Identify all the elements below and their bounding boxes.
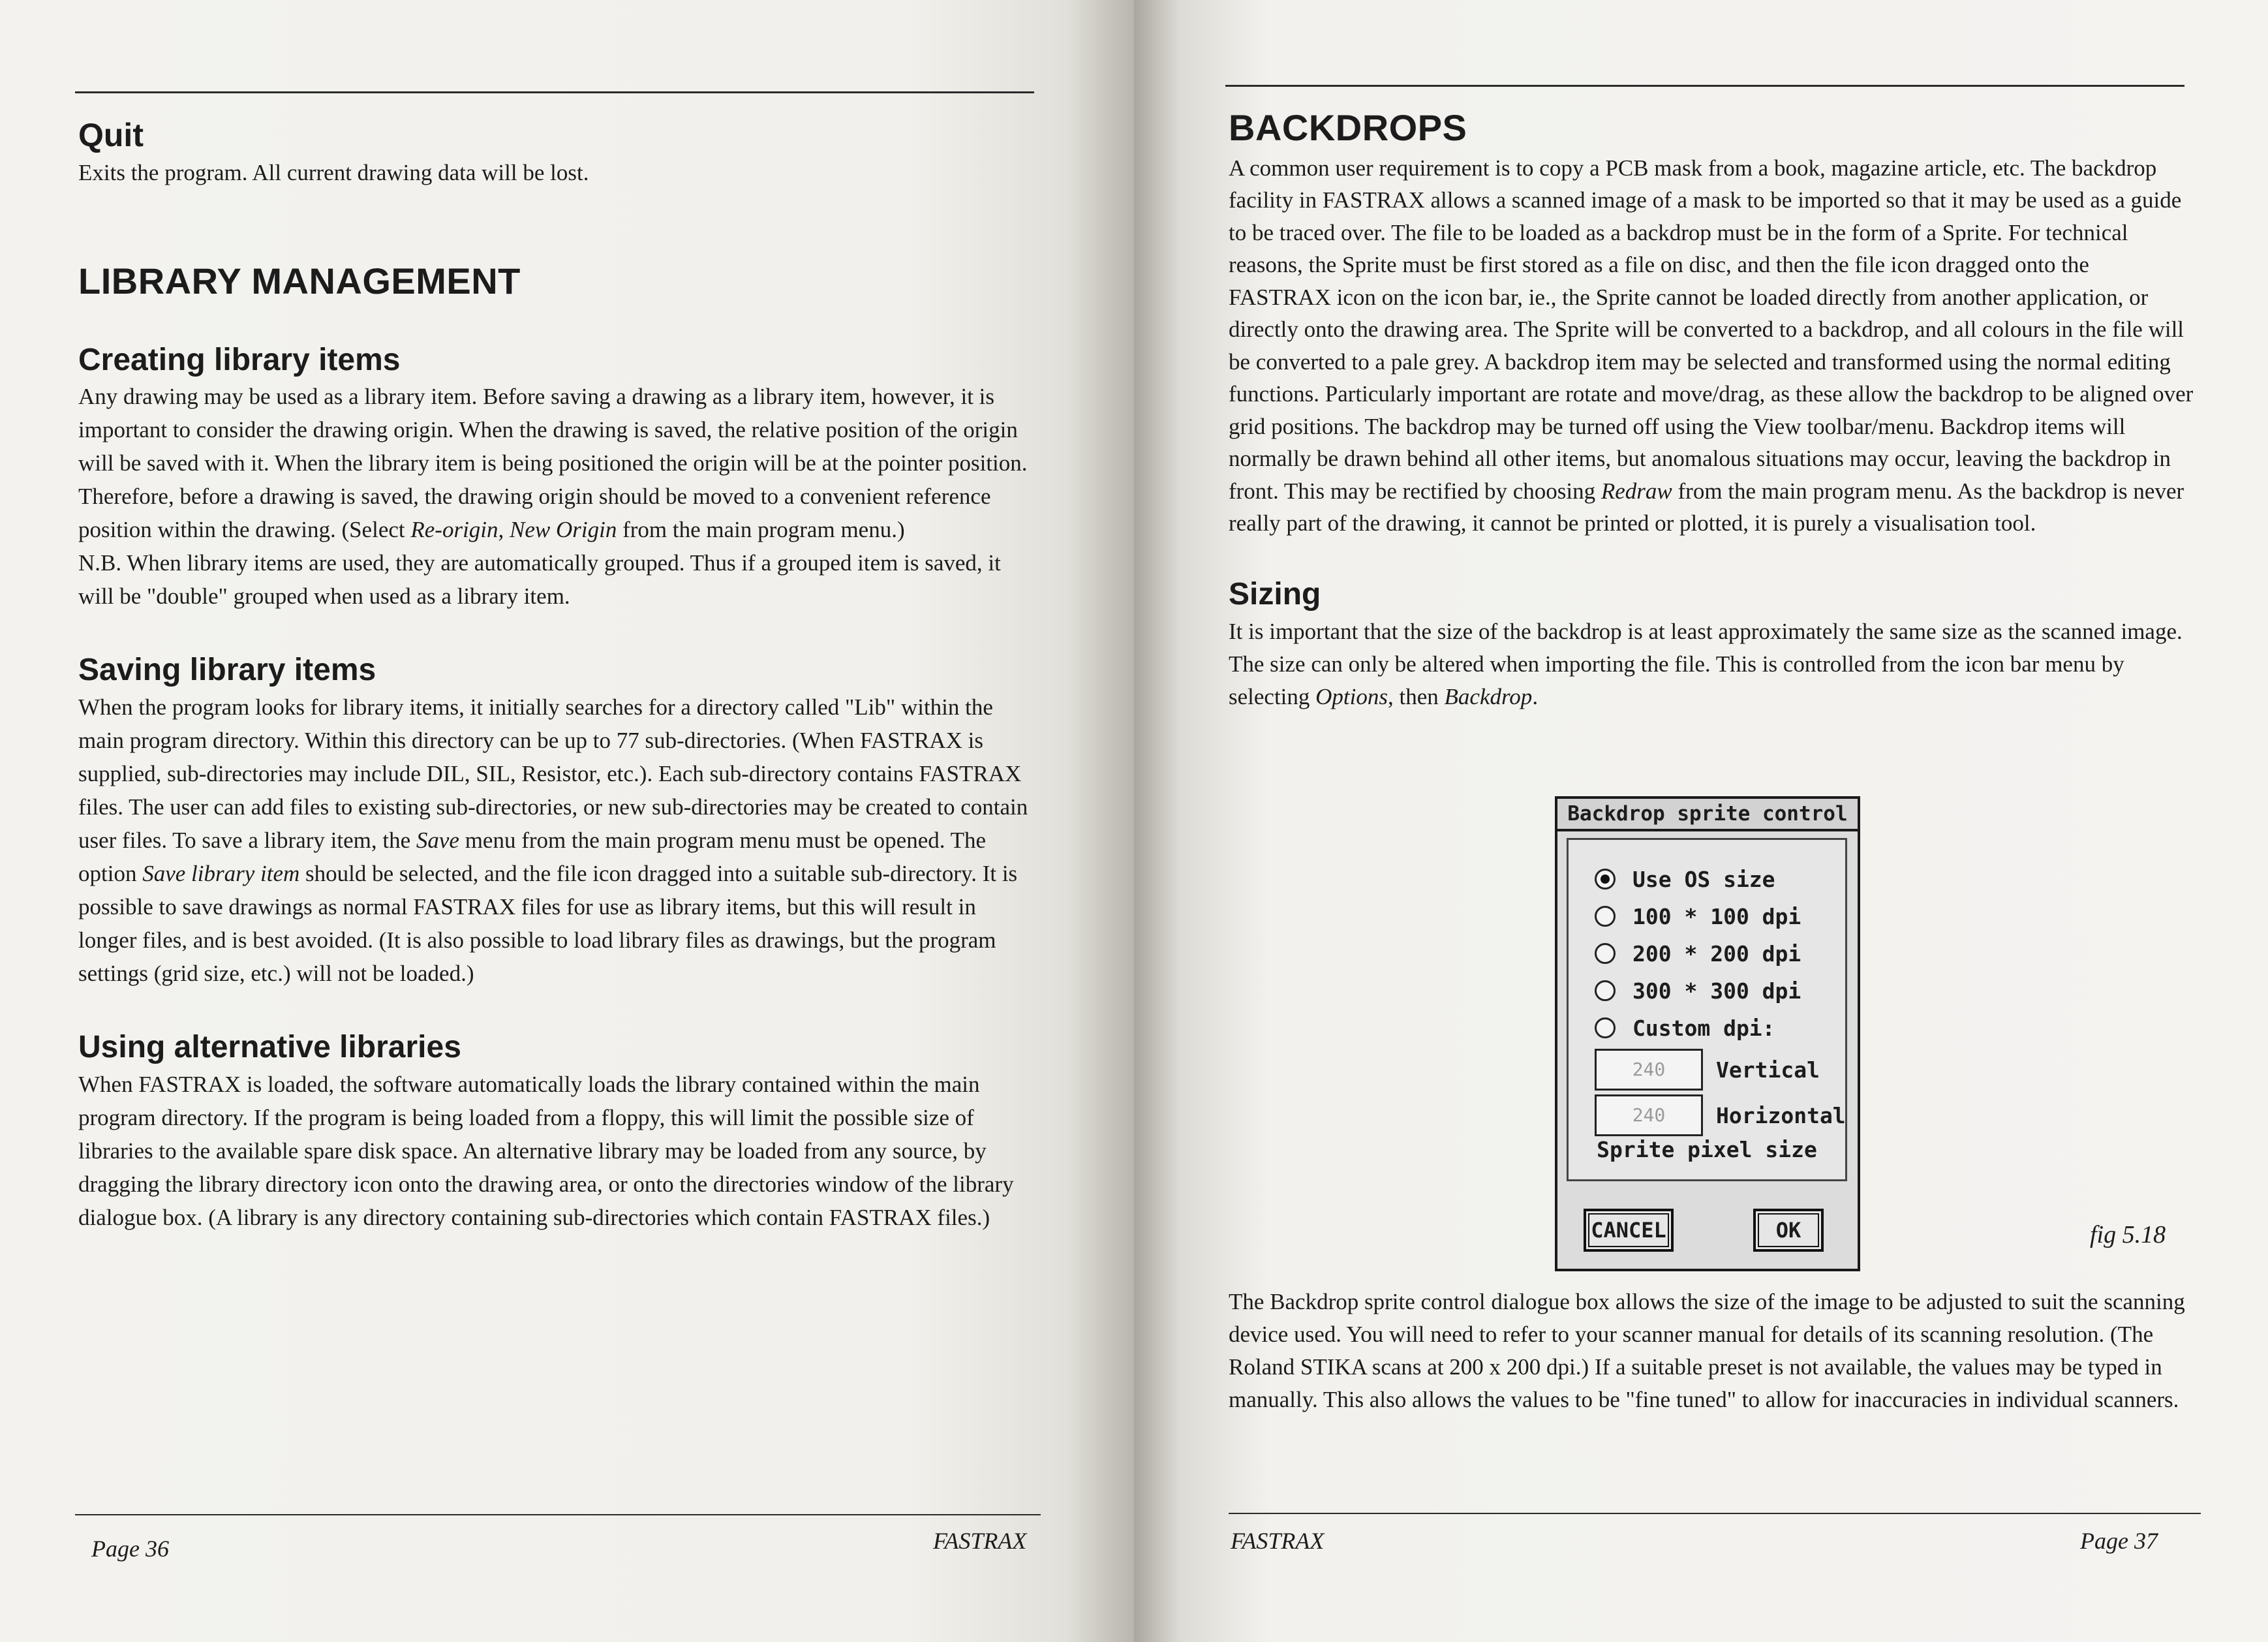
radio-icon	[1595, 1017, 1616, 1038]
backdrops-heading: BACKDROPS	[1229, 107, 1467, 148]
radio-icon	[1595, 980, 1616, 1001]
horizontal-row	[1595, 1094, 1846, 1136]
creating-library-items-heading: Creating library items	[78, 342, 401, 377]
saving-library-items-text: When the program looks for library items, it initially searches for a directory called "Lib" within the main program directory. Within this directory can be up to 77 sub-directories. (When FASTRAX is supplied, sub-directories may include DIL, SIL, Resistor, etc.). Each sub-directory contains FASTRAX files. The user can add files to existing sub-directories, or new sub-directories may be created to contain user files. To save a library item, the Save menu from the main program menu must be opened. The option Save library item should be selected, and the file icon dragged into a suitable sub-directory. It is possible to save drawings as normal FASTRAX files for use as library items, but this will result in longer files, and is best avoided. (It is also possible to load library files as drawings, but the program settings (grid size, etc.) will not be loaded.)	[78, 694, 1028, 987]
vertical-row	[1595, 1049, 1820, 1091]
top-rule	[1225, 85, 2184, 87]
left-content	[78, 117, 1037, 1234]
alternative-libraries-text: When FASTRAX is loaded, the software automatically loads the library contained within the main program directory. If the program is being loaded from a floppy, this will limit the possible size of libraries to the available spare disk space. An alternative library may be loaded from any source, by dragging the library directory icon onto the drawing area, or onto the directories window of the library dialogue box. (A library is any directory containing sub-directories which contain FASTRAX files.)	[78, 1071, 1014, 1230]
horizontal-dpi-field[interactable]: 240	[1595, 1094, 1703, 1136]
bottom-rule	[1229, 1513, 2201, 1514]
quit-text: Exits the program. All current drawing data will be lost.	[78, 160, 589, 185]
product-name: FASTRAX	[1231, 1528, 1325, 1554]
radio-icon	[1595, 943, 1616, 964]
quit-heading: Quit	[78, 117, 144, 153]
sizing-heading: Sizing	[1229, 576, 1321, 612]
top-rule	[75, 91, 1034, 93]
option-200-dpi[interactable]: 200 * 200 dpi	[1595, 937, 1801, 970]
horizontal-label: Horizontal	[1716, 1102, 1846, 1128]
alternative-libraries-heading: Using alternative libraries	[78, 1030, 461, 1065]
sprite-pixel-size-caption: Sprite pixel size	[1597, 1137, 1817, 1162]
library-management-heading: LIBRARY MANAGEMENT	[78, 260, 521, 302]
vertical-dpi-field[interactable]: 240	[1595, 1049, 1703, 1091]
dialog-options-panel	[1567, 838, 1847, 1181]
option-custom-dpi[interactable]: Custom dpi:	[1595, 1012, 1775, 1044]
vertical-label: Vertical	[1716, 1057, 1820, 1083]
right-page	[1134, 0, 2268, 1642]
option-100-dpi[interactable]: 100 * 100 dpi	[1595, 900, 1801, 933]
product-name: FASTRAX	[933, 1528, 1027, 1554]
backdrop-sprite-control-dialog	[1555, 796, 1860, 1271]
figure-label: fig 5.18	[2090, 1221, 2166, 1248]
sizing-text: It is important that the size of the backdrop is at least approximately the same size as the scanned image. The size can only be altered when importing the file. This is controlled from the icon bar menu by selecting Options, then Backdrop.	[1229, 619, 2183, 710]
saving-library-items-heading: Saving library items	[78, 653, 376, 688]
radio-icon	[1595, 906, 1616, 927]
backdrops-text: A common user requirement is to copy a PCB mask from a book, magazine article, etc. The backdrop facility in FASTRAX allows a scanned image of a mask to be imported so that it may be used as a guide to be traced over. The file to be loaded as a backdrop must be in the form of a Sprite. For technical reasons, the Sprite must be first stored as a file on disc, and then the file icon dragged onto the FASTRAX icon on the icon bar, ie., the Sprite cannot be loaded directly from another application, or directly onto the drawing area. The Sprite will be converted to a backdrop, and all colours in the file will be converted to a pale grey. A backdrop item may be selected and transformed using the normal editing functions. Particularly important are rotate and move/drag, as these allow the backdrop to be aligned over grid positions. The backdrop may be turned off using the View toolbar/menu. Backdrop items will normally be drawn behind all other items, but anomalous situations may occur, leaving the backdrop in front. This may be rectified by choosing Redraw from the main program menu. As the backdrop is never really part of the drawing, it cannot be printed or plotted, it is purely a visualisation tool.	[1229, 155, 2194, 536]
dialog-description-text: The Backdrop sprite control dialogue box allows the size of the image to be adjusted to suit the scanning device used. You will need to refer to your scanner manual for details of its scanning resolution. (The Roland STIKA scans at 200 x 200 dpi.) If a suitable preset is not available, the values may be typed in manually. This also allows the values to be "fine tuned" to allow for inaccuracies in individual scanners.	[1229, 1289, 2185, 1412]
sizing-after-dialog	[1229, 1286, 2194, 1416]
radio-selected-icon	[1595, 869, 1616, 890]
dialog-title: Backdrop sprite control	[1557, 799, 1858, 831]
option-300-dpi[interactable]: 300 * 300 dpi	[1595, 974, 1801, 1007]
right-content	[1229, 108, 2194, 713]
creating-library-items-nb: N.B. When library items are used, they are automatically grouped. Thus if a grouped item is saved, it will be "double" grouped when used as a library item.	[78, 550, 1001, 610]
bottom-rule	[75, 1514, 1041, 1515]
option-use-os-size[interactable]: Use OS size	[1595, 863, 1775, 895]
creating-library-items-text: Any drawing may be used as a library item. Before saving a drawing as a library item, however, it is important to consider the drawing origin. When the drawing is saved, the relative position of the origin will be saved with it. When the library item is being positioned the origin will be at the pointer position. Therefore, before a drawing is saved, the drawing origin should be moved to a convenient reference position within the drawing. (Select Re-origin, New Origin from the main program menu.)	[78, 384, 1028, 543]
page-number: Page 37	[2080, 1528, 2158, 1554]
page-number: Page 36	[91, 1536, 169, 1562]
cancel-button[interactable]: CANCEL	[1584, 1209, 1674, 1252]
ok-button[interactable]: OK	[1753, 1209, 1824, 1252]
